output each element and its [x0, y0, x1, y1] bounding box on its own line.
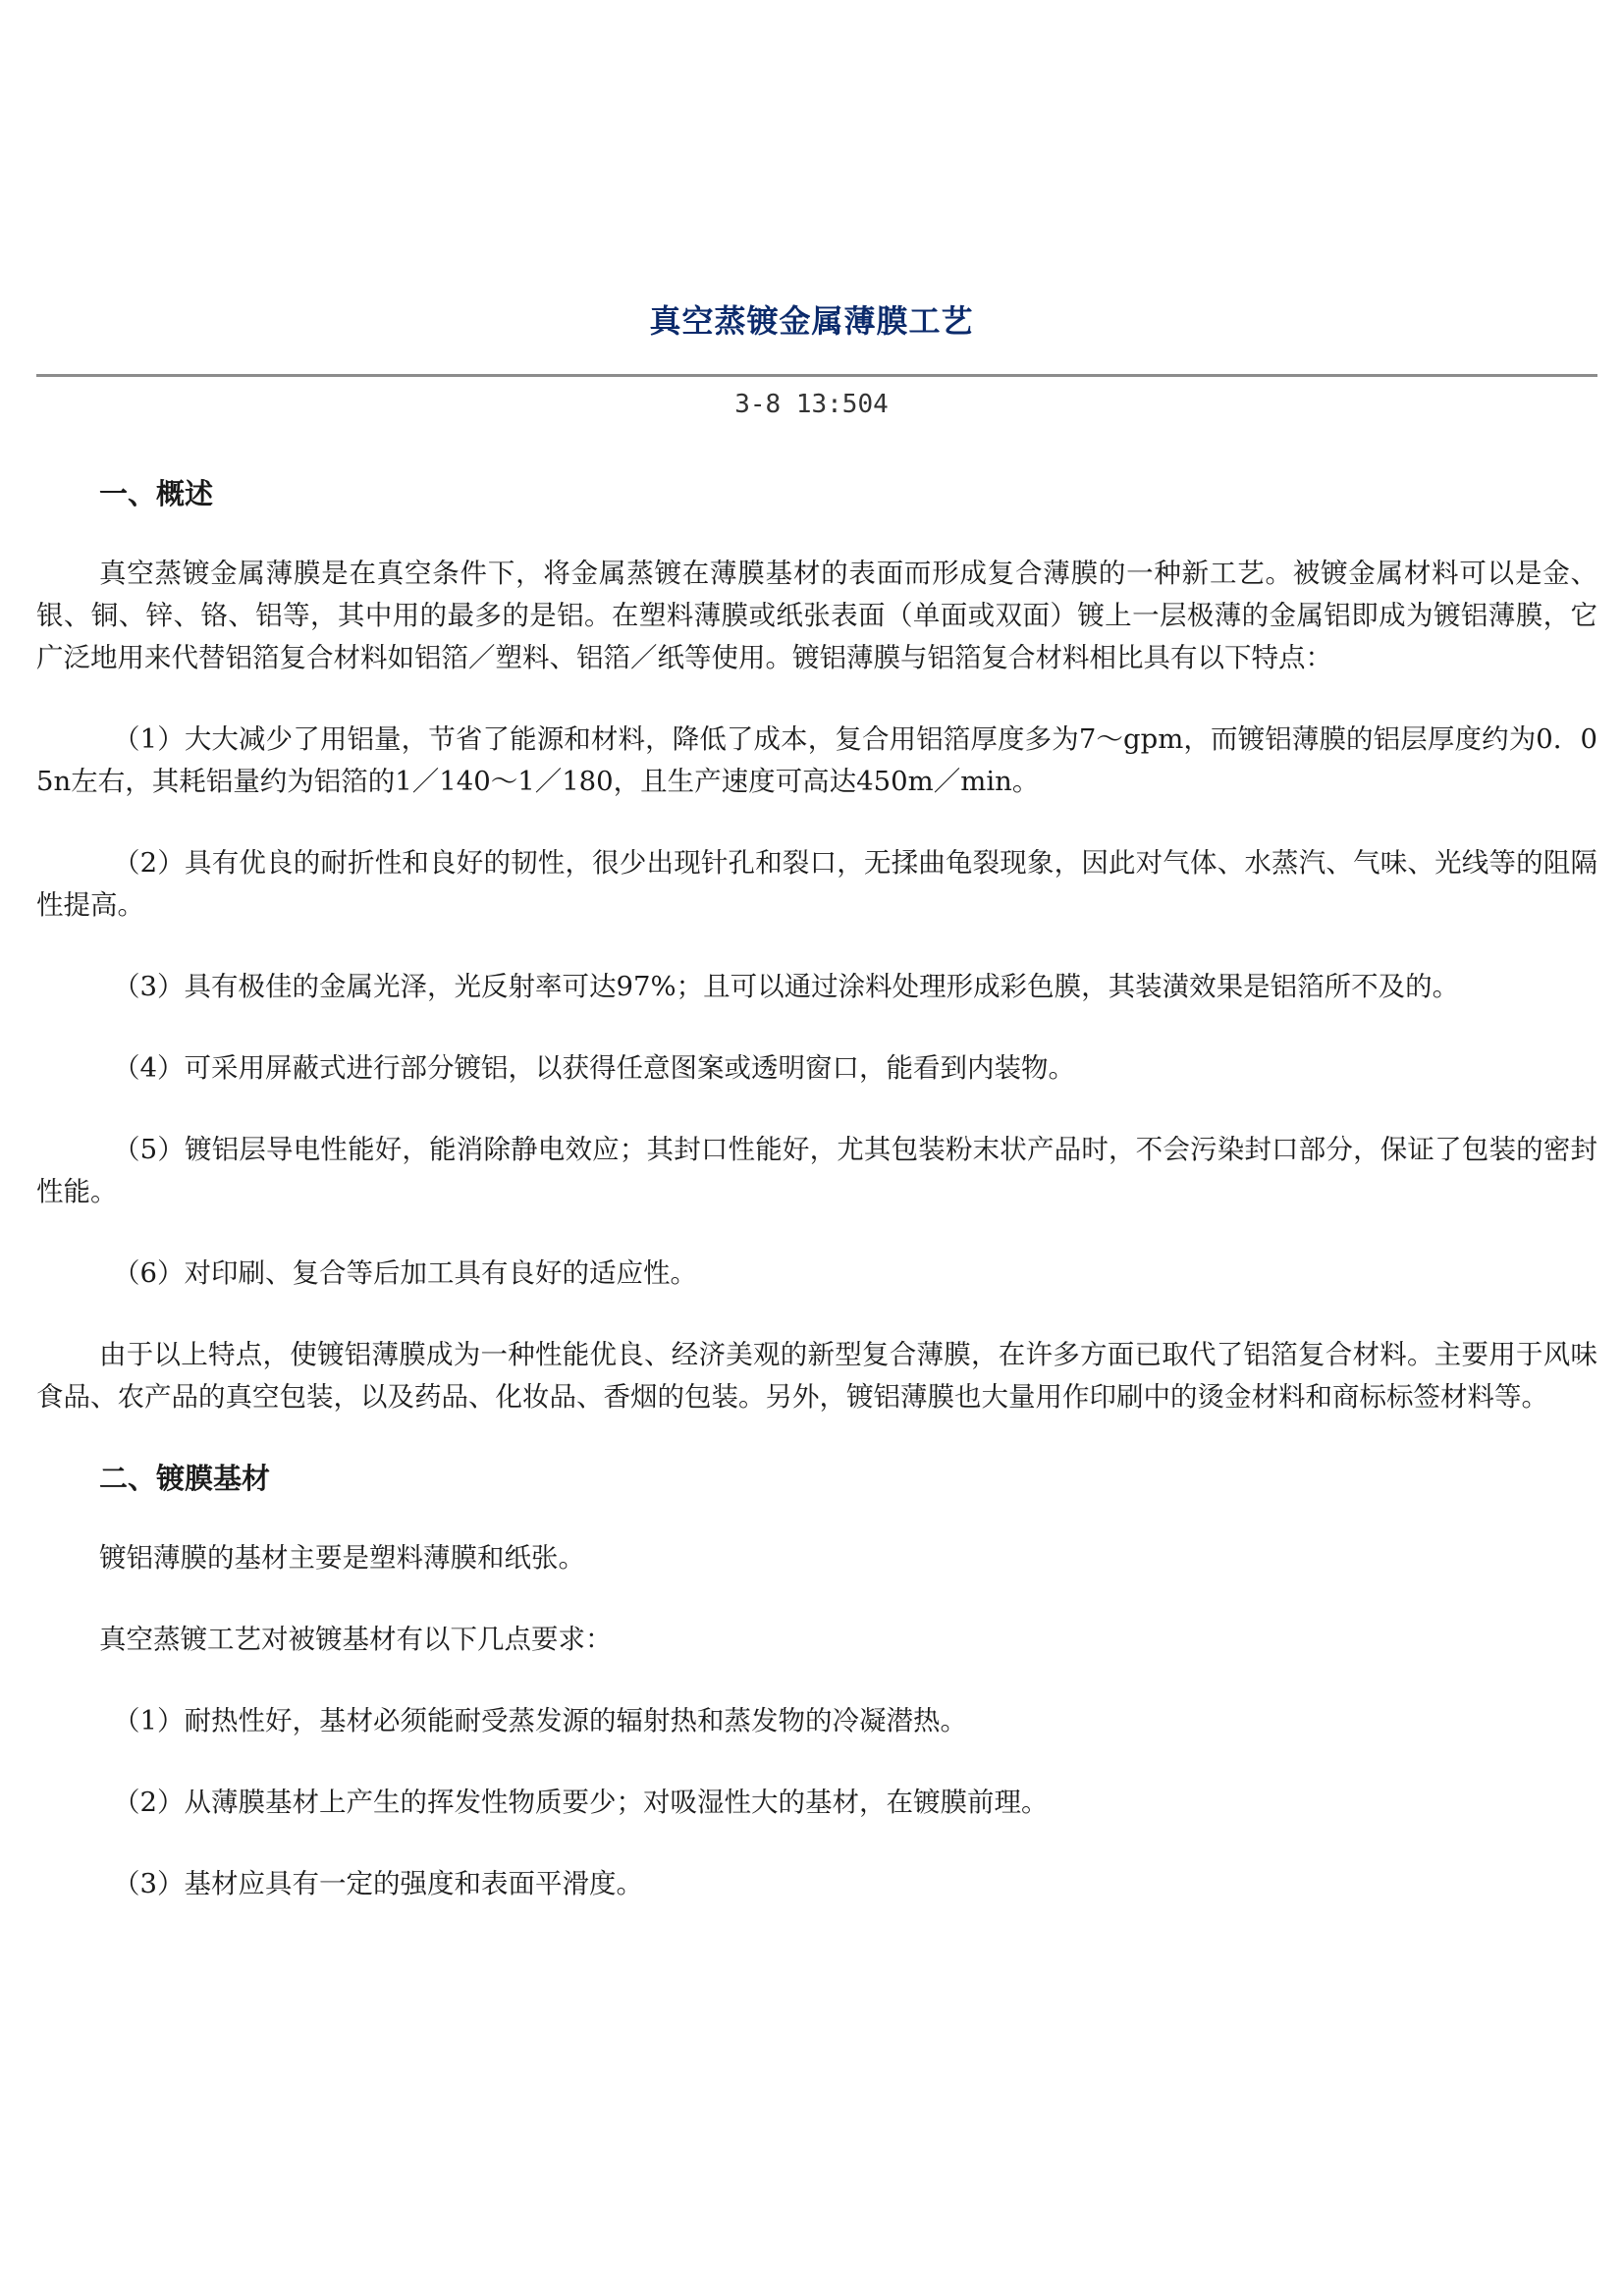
list-item: （6）对印刷、复合等后加工具有良好的适应性。	[113, 1257, 697, 1289]
document-body	[36, 461, 1597, 1945]
list-item: （1）大大减少了用铝量，节省了能源和材料，降低了成本，复合用铝箔厚度多为7～gpm，而镀铝薄膜的铝层厚度约为0．05n左右，其耗铝量约为铝箔的1／140～1／180，且生产速度可高达450m／min。	[36, 723, 1597, 797]
list-item: （2）具有优良的耐折性和良好的韧性，很少出现针孔和裂口，无揉曲龟裂现象，因此对气体、水蒸汽、气味、光线等的阻隔性提高。	[36, 847, 1597, 921]
list-item: （1）耐热性好，基材必须能耐受蒸发源的辐射热和蒸发物的冷凝潜热。	[113, 1705, 967, 1736]
list-item: （3）具有极佳的金属光泽，光反射率可达97%；且可以通过涂料处理形成彩色膜，其装潢效果是铝箔所不及的。	[113, 971, 1460, 1002]
list-item: （3）基材应具有一定的强度和表面平滑度。	[113, 1868, 643, 1899]
paragraph: 真空蒸镀金属薄膜是在真空条件下，将金属蒸镀在薄膜基材的表面而形成复合薄膜的一种新工艺。被镀金属材料可以是金、银、铜、锌、铬、铝等，其中用的最多的是铝。在塑料薄膜或纸张表面（单面或双面）镀上一层极薄的金属铝即成为镀铝薄膜，它广泛地用来代替铝箔复合材料如铝箔／塑料、铝箔／纸等使用。镀铝薄膜与铝箔复合材料相比具有以下特点：	[36, 558, 1597, 673]
paragraph: 由于以上特点，使镀铝薄膜成为一种性能优良、经济美观的新型复合薄膜，在许多方面已取代了铝箔复合材料。主要用于风味食品、农产品的真空包装，以及药品、化妆品、香烟的包装。另外，镀铝薄膜也大量用作印刷中的烫金材料和商标标签材料等。	[36, 1339, 1597, 1413]
list-item: （2）从薄膜基材上产生的挥发性物质要少；对吸湿性大的基材，在镀膜前理。	[113, 1787, 1049, 1818]
list-item: （4）可采用屏蔽式进行部分镀铝，以获得任意图案或透明窗口，能看到内装物。	[113, 1052, 1075, 1084]
title-divider	[36, 374, 1597, 377]
paragraph: 真空蒸镀工艺对被镀基材有以下几点要求：	[99, 1624, 613, 1655]
document-title: 真空蒸镀金属薄膜工艺	[649, 302, 974, 340]
list-item: （5）镀铝层导电性能好，能消除静电效应；其封口性能好，尤其包装粉末状产品时，不会污染封口部分，保证了包装的密封性能。	[36, 1134, 1597, 1207]
dateline: 3-8 13:504	[734, 390, 889, 419]
paragraph: 镀铝薄膜的基材主要是塑料薄膜和纸张。	[99, 1542, 585, 1574]
section-heading-overview: 一、概述	[99, 477, 214, 510]
section-heading-substrate: 二、镀膜基材	[99, 1462, 271, 1495]
